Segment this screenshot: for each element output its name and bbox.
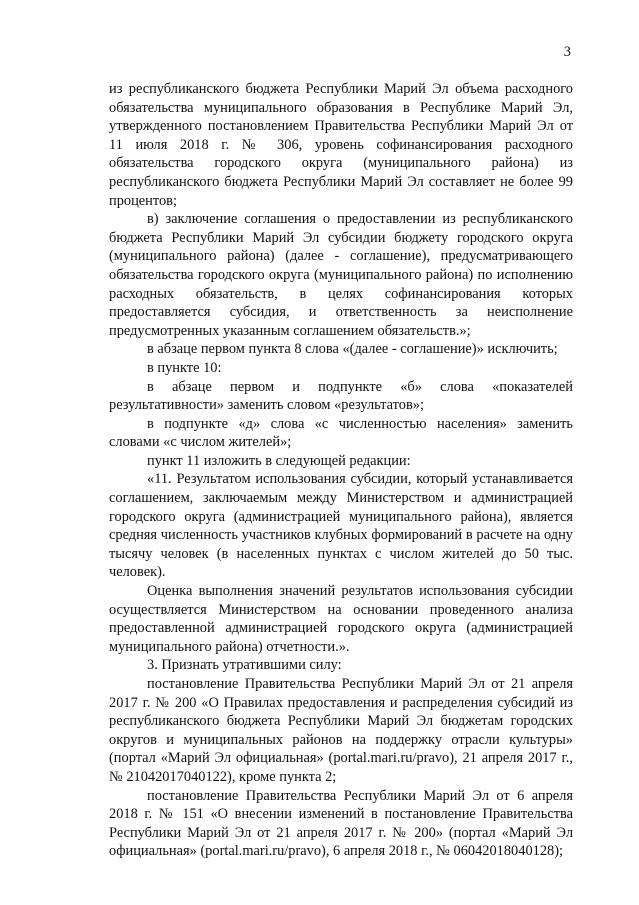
paragraph-repeal-151: постановление Правительства Республики Марий Эл от 6 апреля 2018 г. № 151 «О внесении изменений в постановление Правительства Республики Марий Эл от 21 апреля 2017 г. № 200» (портал «Марий Эл официальная» (portal.mari.ru/pravo), 6 апреля 2018 г., № 06042018040128); — [109, 787, 573, 860]
paragraph-result-evaluation: Оценка выполнения значений результатов использования субсидии осуществляется Министерством на основании проведенного анализа предоставленной администрацией городского округа (администрацией муниципального района) отчетности.». — [109, 583, 573, 655]
paragraph-point-10: в пункте 10: — [147, 359, 222, 376]
document-body — [109, 80, 573, 861]
paragraph-point-11: пункт 11 изложить в следующей редакции: — [147, 452, 411, 469]
paragraph-result-definition: «11. Результатом использования субсидии, который устанавливается соглашением, заключаемым между Министерством и администрацией городского округа (администрацией муниципального района), является средняя численность участников клубных формирований в расчете на одну тысячу человек (в населенных пунктах с числом жителей до 50 тыс. человек). — [109, 471, 573, 581]
paragraph-cofinancing-level: из республиканского бюджета Республики Марий Эл объема расходного обязательства муниципального образования в Республике Марий Эл, утвержденного постановлением Правительства Республики Марий Эл от 11 июля 2018 г. № 306, уровень софинансирования расходного обязательства городского округа (муниципального района) из республиканского бюджета Республики Марий Эл составляет не более 99 процентов; — [109, 81, 573, 209]
paragraph-subpoint-d: в подпункте «д» слова «с численностью населения» заменить словами «с числом жителей»; — [109, 415, 573, 451]
paragraph-repeal-200: постановление Правительства Республики Марий Эл от 21 апреля 2017 г. № 200 «О Правилах предоставления и распределения субсидий из республиканского бюджета Республики Марий Эл бюджетам городских округов и муниципальных районов на поддержку отрасли культуры» (портал «Марий Эл официальная» (portal.mari.ru/pravo), 21 апреля 2017 г., № 21042017040122), кроме пункта 2; — [109, 676, 573, 785]
paragraph-subpoint-b: в абзаце первом и подпункте «б» слова «показателей результативности» заменить словом «результатов»; — [109, 378, 573, 414]
paragraph-repeal-heading: 3. Признать утратившими силу: — [147, 657, 342, 674]
paragraph-agreement: в) заключение соглашения о предоставлении из республиканского бюджета Республики Марий Эл субсидии бюджету городского округа (муниципального района) (далее - соглашение), предусматривающего обязательства городского округа (муниципального района) по исполнению расходных обязательств, в целях софинансирования которых предоставляется субсидия, и ответственность за неисполнение предусмотренных указанным соглашением обязательств.»; — [109, 211, 573, 339]
paragraph-point-8: в абзаце первом пункта 8 слова «(далее - соглашение)» исключить; — [147, 341, 558, 358]
page-number: 3 — [563, 44, 571, 60]
